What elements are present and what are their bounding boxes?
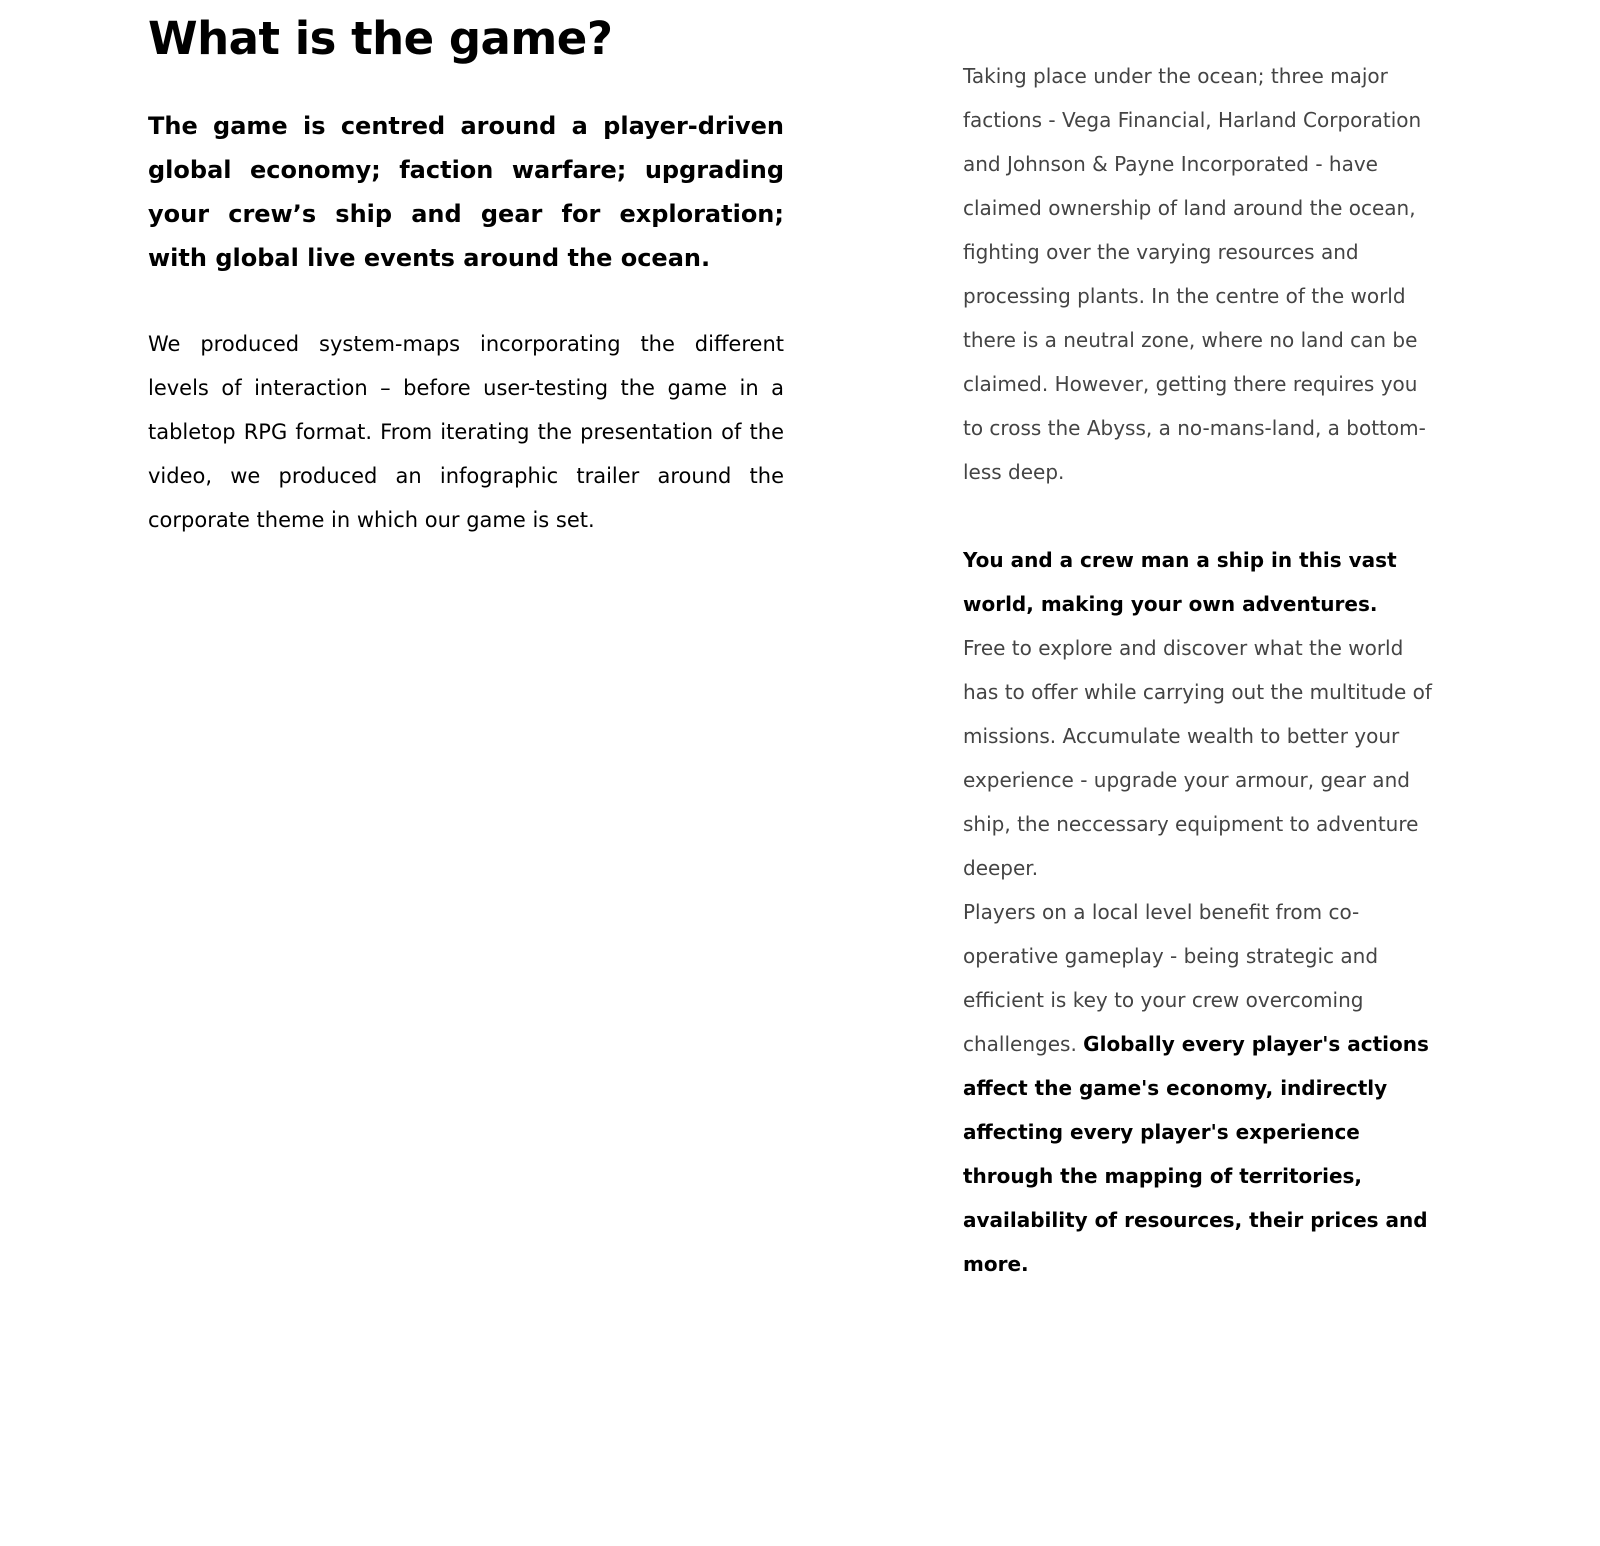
players-paragraph — [963, 890, 1433, 1286]
left-column — [148, 0, 784, 542]
exploration-paragraph: Free to explore and discover what the world has to offer while carrying out the multitude of missions. Accumulate wealth to better your experience - upgrade your armour, gear and ship, the neccessary equipment to adventure deeper. — [963, 636, 1432, 880]
crew-heading: You and a crew man a ship in this vast world, making your own adventures. — [963, 548, 1397, 616]
page-title: What is the game? — [148, 12, 613, 65]
world-description-paragraph: Taking place under the ocean; three major factions - Vega Financial, Harland Corporation and Johnson & Payne Incorporated - have claimed ownership of land around the ocean, fighting over the varying resources and processing plants. In the centre of the world there is a neutral zone, where no land can be claimed. However, getting there requires you to cross the Abyss, a no-mans-land, a bottom-less deep. — [963, 64, 1426, 484]
players-global-text: Globally every player's actions affect the game's economy, indirectly affecting every player's experience through the mapping of territories, availability of resources, their prices and more. — [963, 1032, 1429, 1276]
right-column — [963, 54, 1433, 1286]
intro-lead-paragraph: The game is centred around a player-driven global economy; faction warfare; upgrading your crew’s ship and gear for exploration; with global live events around the ocean. — [148, 112, 784, 272]
process-paragraph: We produced system-maps incorporating the different levels of interaction – before user-testing the game in a tabletop RPG format. From iterating the presentation of the video, we produced an infographic trailer around the corporate theme in which our game is set. — [148, 332, 784, 532]
players-local-text: Players on a local level benefit from co-operative gameplay - being strategic and efficient is key to your crew overcoming challenges. — [963, 900, 1379, 1056]
crew-section — [963, 538, 1433, 1286]
